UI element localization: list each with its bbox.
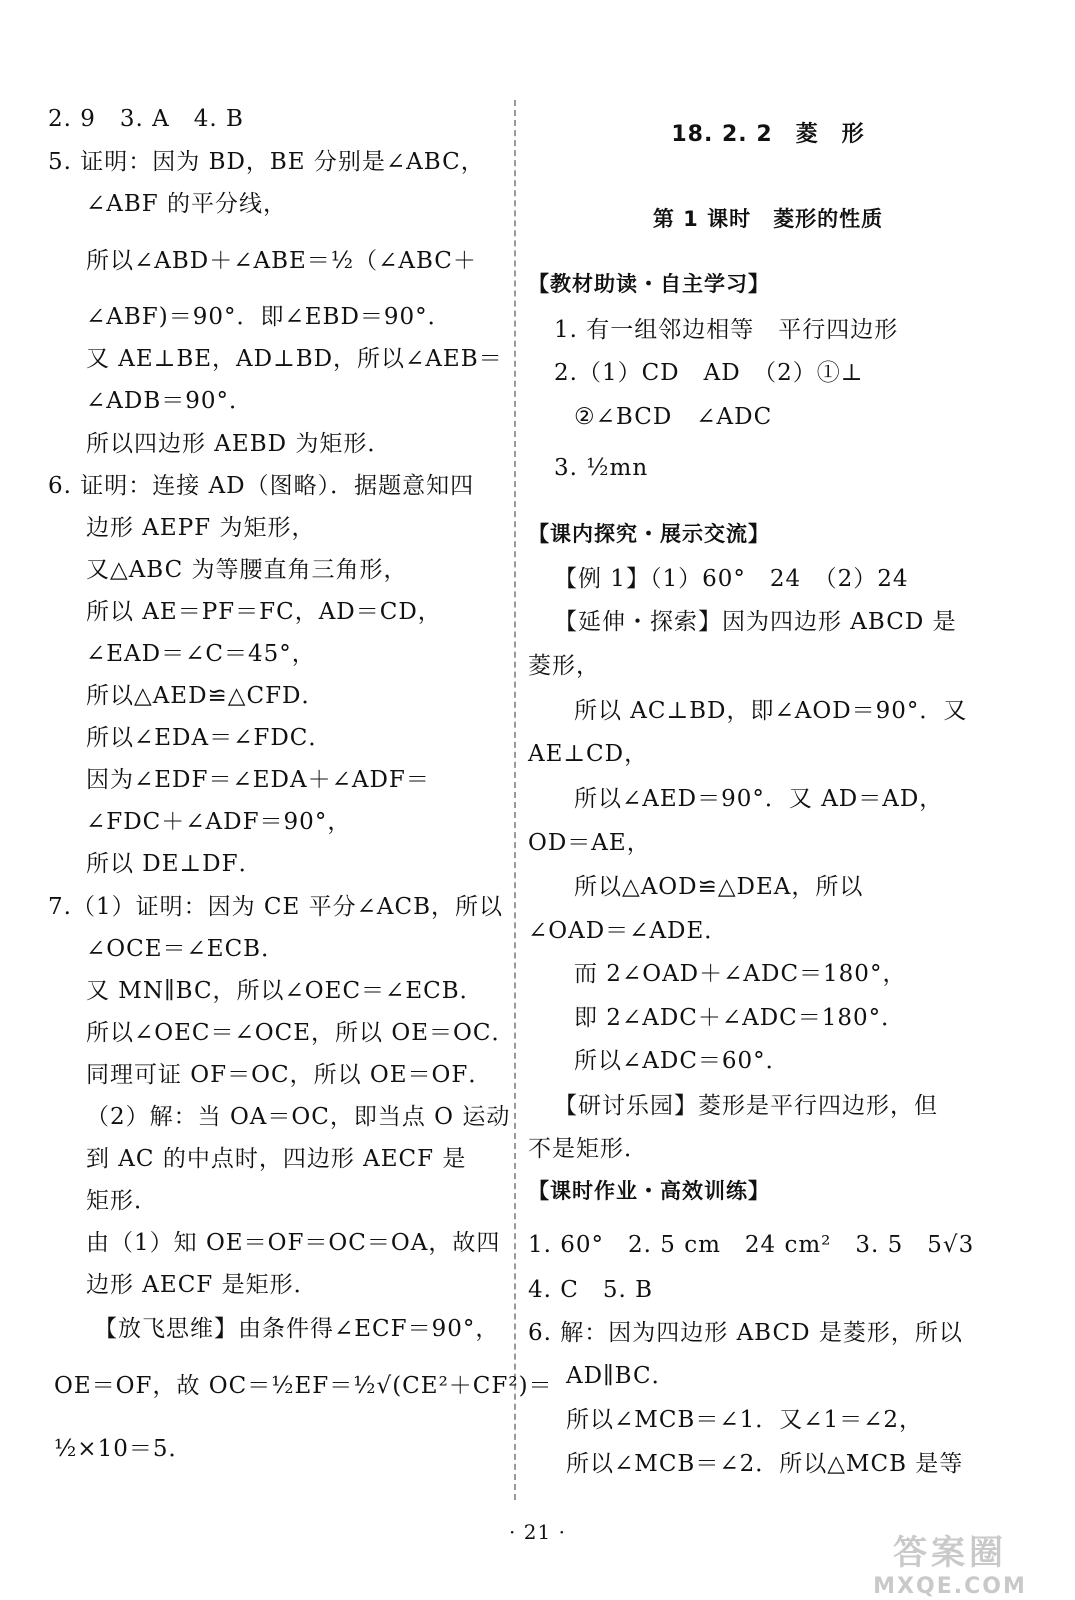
answer-line: 【放飞思维】由条件得∠ECF＝90°，: [94, 1316, 500, 1342]
answer-line: 矩形．: [86, 1188, 158, 1214]
answer-line: ∠OCE＝∠ECB．: [86, 936, 286, 962]
answer-line: AD∥BC．: [566, 1363, 676, 1389]
answer-line: （2）解：当 OA＝OC，即当点 O 运动: [86, 1104, 511, 1130]
answer-line: 所以△AED≌△CFD．: [86, 683, 326, 709]
watermark-cn: 答案圈: [893, 1533, 1007, 1573]
answer-line: 2.（1）CD AD （2）①⊥: [554, 360, 864, 386]
answer-line: OD＝AE，: [528, 830, 651, 856]
answer-line: 1. 有一组邻边相等 平行四边形: [554, 317, 899, 343]
answer-line: 边形 AECF 是矩形．: [86, 1272, 318, 1298]
answer-line: 1. 60° 2. 5 cm 24 cm² 3. 5 5√3: [528, 1232, 975, 1258]
answer-line: 2. 9 3. A 4. B: [48, 106, 244, 132]
answer-line: 所以∠MCB＝∠2．所以△MCB 是等: [566, 1451, 964, 1477]
answer-line: 所以∠EDA＝∠FDC．: [86, 725, 333, 751]
answer-line: ②∠BCD ∠ADC: [574, 404, 773, 430]
answer-line: 所以四边形 AEBD 为矩形．: [86, 431, 392, 457]
answer-line: 不是矩形．: [528, 1136, 648, 1162]
answer-line: ∠EAD＝∠C＝45°，: [86, 641, 316, 667]
answer-line: 同理可证 OF＝OC，所以 OE＝OF．: [86, 1062, 493, 1088]
answer-line: 【例 1】（1）60° 24 （2）24: [554, 566, 909, 592]
answer-line: 所以∠AED＝90°．又 AD＝AD，: [574, 786, 944, 812]
answer-line: 由（1）知 OE＝OF＝OC＝OA，故四: [86, 1230, 501, 1256]
watermark-en: MXQE.COM: [873, 1574, 1027, 1599]
answer-line: 7.（1）证明：因为 CE 平分∠ACB，所以: [48, 894, 503, 920]
answer-line: 【延伸・探索】因为四边形 ABCD 是: [554, 609, 957, 635]
answer-line: 又 AE⊥BE，AD⊥BD，所以∠AEB＝: [86, 346, 503, 372]
answer-line: ∠ABF)＝90°．即∠EBD＝90°．: [86, 304, 452, 330]
answer-line: 而 2∠OAD＋∠ADC＝180°，: [574, 961, 907, 987]
section-heading: 【课内探究・展示交流】: [528, 522, 770, 546]
answer-line: AE⊥CD，: [528, 741, 649, 767]
answer-line: 6. 证明：连接 AD（图略）．据题意知四: [48, 473, 475, 499]
section-heading: 【教材助读・自主学习】: [528, 272, 770, 296]
answer-line: 所以∠OEC＝∠OCE，所以 OE＝OC．: [86, 1020, 516, 1046]
answer-line: 菱形，: [528, 653, 600, 679]
lesson-title: 第 1 课时 菱形的性质: [652, 207, 884, 231]
answer-line: 所以 DE⊥DF．: [86, 851, 263, 877]
column-divider: [514, 100, 516, 1500]
answer-line: 所以∠MCB＝∠1．又∠1＝∠2，: [566, 1407, 924, 1433]
answer-line: 所以∠ADC＝60°．: [574, 1048, 790, 1074]
page-number: · 21 ·: [509, 1520, 566, 1544]
answer-line: 因为∠EDF＝∠EDA＋∠ADF＝: [86, 767, 430, 793]
answer-line: 又 MN∥BC，所以∠OEC＝∠ECB．: [86, 978, 484, 1004]
answer-line: 5. 证明：因为 BD，BE 分别是∠ABC，: [48, 149, 485, 175]
answer-line: ∠ADB＝90°．: [86, 388, 253, 414]
answer-line: 边形 AEPF 为矩形，: [86, 515, 316, 541]
answer-line: 【研讨乐园】菱形是平行四边形，但: [554, 1093, 938, 1119]
answer-line: 所以∠ABD＋∠ABE＝½（∠ABC＋: [86, 248, 477, 274]
answer-line: 所以 AE＝PF＝FC，AD＝CD，: [86, 599, 442, 625]
answer-line: OE＝OF，故 OC＝½EF＝½√(CE²＋CF²)＝: [54, 1373, 553, 1399]
answer-line: 又△ABC 为等腰直角三角形，: [86, 557, 408, 583]
answer-line: ½×10＝5．: [54, 1436, 193, 1462]
section-title: 18. 2. 2 菱 形: [671, 122, 865, 147]
answer-line: 所以△AOD≌△DEA，所以: [574, 874, 864, 900]
answer-line: 即 2∠ADC＋∠ADC＝180°．: [574, 1005, 906, 1031]
answer-line: ∠OAD＝∠ADE．: [528, 918, 729, 944]
answer-line: 4. C 5. B: [528, 1277, 654, 1303]
answer-line: ∠FDC＋∠ADF＝90°，: [86, 809, 352, 835]
answer-line: ∠ABF 的平分线，: [86, 191, 288, 217]
answer-line: 6. 解：因为四边形 ABCD 是菱形，所以: [528, 1320, 963, 1346]
watermark-logo: [855, 1525, 1045, 1599]
answer-line: 3. ½mn: [554, 455, 649, 481]
answer-line: 所以 AC⊥BD，即∠AOD＝90°．又: [574, 698, 968, 724]
answer-line: 到 AC 的中点时，四边形 AECF 是: [86, 1146, 467, 1172]
section-heading: 【课时作业・高效训练】: [528, 1179, 770, 1203]
